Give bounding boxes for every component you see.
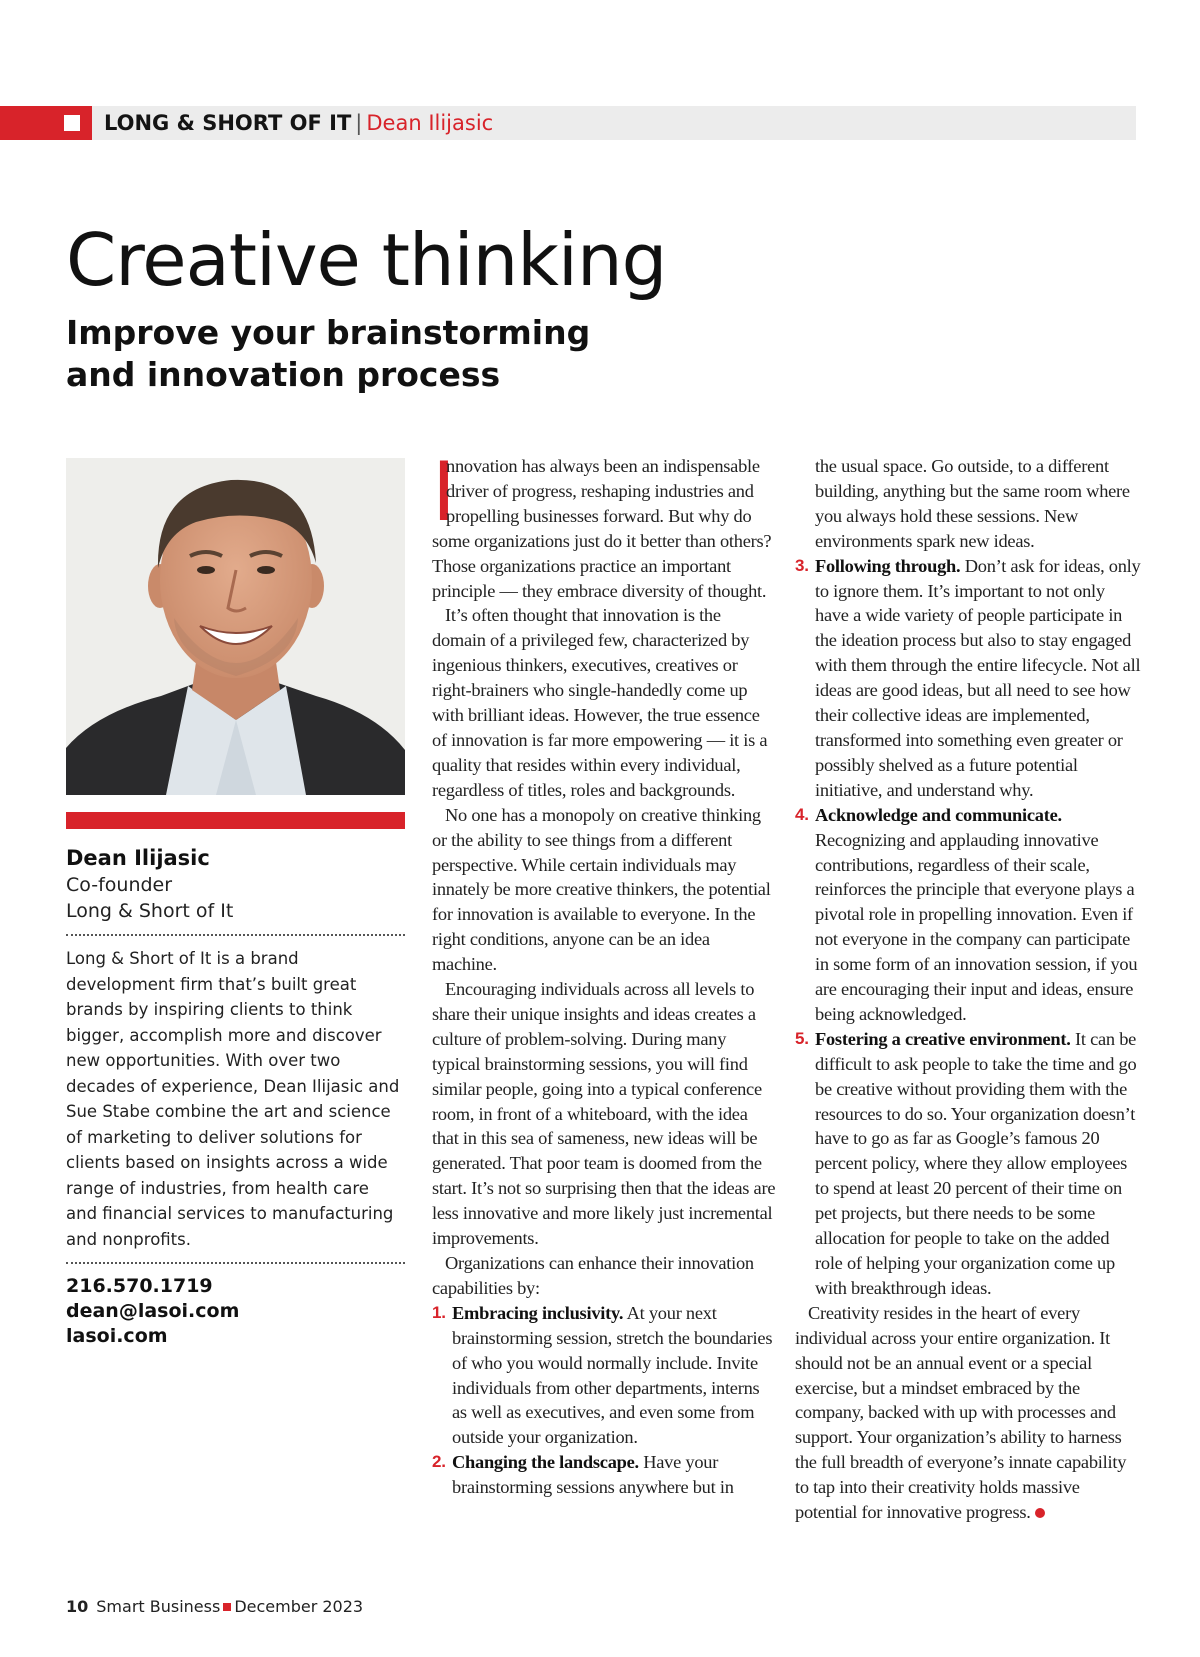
paragraph: Encouraging individuals across all levels to share their unique insights and ideas creates a culture of problem-solving. During many typical brainstorming sessions, you will find similar people, going into a typical conference room, in front of a whiteboard, with the idea that in this sea of sameness, new ideas will be generated. That poor team is doomed from the start. It’s not so surprising then that the ideas are less innovative and more likely just incremental improvements. [432, 979, 776, 1249]
list-body: It can be difficult to ask people to take the time and go be creative without providing them with the resources to do so. Your organization doesn’t have to go as far as Google’s famous 20 percent policy, where they allow employees to spend at least 20 percent of their time on pet projects, but there needs to be some allocation for people to take on the added role of helping your organization come up with breakthrough ideas. [815, 1028, 1137, 1298]
author-photo [66, 458, 405, 795]
list-body: Have your brainstorming sessions anywhere but in [452, 1452, 734, 1498]
article-column-1 [432, 443, 778, 1500]
issue-date: December 2023 [234, 1597, 364, 1616]
list-number: 3. [795, 555, 809, 575]
paragraph-intro-text: nnovation has always been an indispensable driver of progress, reshaping industries and propelling businesses forward. But why do some organizations just do it better than others? Those organizations practice an important principle — they embrace diversity of thought. [432, 456, 772, 601]
header-author: Dean Ilijasic [366, 111, 494, 135]
contact-website[interactable]: lasoi.com [66, 1325, 168, 1347]
bio-role-title: Co-founder [66, 874, 173, 896]
dotted-divider [66, 934, 405, 936]
author-portrait-illustration [66, 458, 405, 795]
paragraph-intro [432, 443, 778, 603]
header-red-block [0, 106, 92, 140]
bio-description: Long & Short of It is a brand development firm that’s built great brands by inspiring clients to think bigger, accomplish more and discover new opportunities. With over two decades of experience, Dean Ilijasic and Sue Stabe combine the art and science of marketing to deliver solutions for clients based on insights across a wide range of industries, from health care and financial services to manufacturing and nonprofits. [66, 949, 400, 1249]
dotted-divider [66, 1262, 405, 1264]
paragraph: It’s often thought that innovation is the domain of a privileged few, characterized by ingenious thinkers, executives, creatives or right-brainers who single-handedly come up with brilliant ideas. However, the true essence of innovation is far more empowering — it is a quality that resides within every individual, regardless of titles, roles and backgrounds. [432, 605, 768, 800]
contact-email[interactable]: dean@lasoi.com [66, 1300, 240, 1322]
list-number: 2. [432, 1452, 446, 1472]
publication-name: Smart Business [96, 1597, 221, 1616]
contact-phone: 216.570.1719 [66, 1275, 213, 1297]
list-number: 4. [795, 804, 809, 824]
paragraph: Organizations can enhance their innovation capabilities by: [432, 1253, 754, 1298]
header-separator: | [355, 111, 363, 135]
section-header [104, 106, 493, 140]
end-mark-icon [1035, 1508, 1045, 1518]
list-body: At your next brainstorming session, stretch the boundaries of who you would normally include. Invite individuals from other departments, interns as well as executives, and even some from outside your organization. [452, 1302, 773, 1448]
list-item [795, 803, 1141, 1027]
page-number: 10 [66, 1597, 89, 1616]
list-number: 5. [795, 1028, 809, 1048]
list-heading: Acknowledge and communicate. [815, 804, 1062, 825]
bio-role-company: Long & Short of It [66, 900, 234, 922]
section-header-bar [0, 106, 1136, 140]
closing-text: Creativity resides in the heart of every individual across your entire organization. It should not be an annual event or a special exercise, but a mindset embraced by the company, backed with up with processes and support. Your organization’s ability to harness the full breadth of everyone’s innate capability to tap into their creativity holds massive potential for innovative progress. [795, 1302, 1127, 1523]
page-footer [66, 1597, 363, 1617]
list-heading: Following through. [815, 555, 961, 576]
section-name: LONG & SHORT OF IT [104, 111, 352, 135]
list-item [795, 554, 1141, 803]
list-body: the usual space. Go outside, to a different building, anything but the same room where you always hold these sessions. New environments spark new ideas. [815, 456, 1130, 551]
drop-cap: I [432, 443, 456, 539]
list-number: 1. [432, 1302, 446, 1322]
list-body: Recognizing and applauding innovative contributions, regardless of their scale, reinforces the principle that everyone plays a pivotal role in propelling innovation. Even if not everyone in the company can participate in some form of an innovation session, if you are encouraging their input and ideas, ensure being acknowledged. [815, 829, 1138, 1024]
list-heading: Embracing inclusivity. [452, 1302, 624, 1323]
article-column-2 [795, 454, 1141, 1525]
article-subtitle [66, 312, 590, 396]
footer-square-icon [223, 1603, 231, 1611]
article-title: Creative thinking [66, 218, 667, 302]
subtitle-line-1: Improve your brainstorming [66, 313, 591, 352]
list-item [795, 1027, 1141, 1301]
header-square-icon [64, 115, 80, 131]
bio-name: Dean Ilijasic [66, 846, 210, 870]
list-heading: Changing the landscape. [452, 1452, 639, 1473]
list-item [432, 1450, 778, 1500]
list-item-continued [795, 454, 1141, 554]
list-heading: Fostering a creative environment. [815, 1028, 1071, 1049]
paragraph: No one has a monopoly on creative thinking or the ability to see things from a different perspective. While certain individuals may innately be more creative thinkers, the potential for innovation is available to everyone. In the right conditions, anyone can be an idea machine. [432, 804, 771, 975]
author-bio-box [66, 844, 405, 1349]
paragraph-closing [795, 1301, 1141, 1525]
list-body: Don’t ask for ideas, only to ignore them. It’s important to not only have a wide variety of people participate in the ideation process but also to stay engaged with them through the entire lifecycle. Not all ideas are good ideas, but all need to see how their collective ideas are implemented, transformed into something even greater or possibly shelved as a future potential initiative, and understand why. [815, 555, 1141, 800]
photo-red-rule [66, 812, 405, 829]
subtitle-line-2: and innovation process [66, 355, 501, 394]
list-item [432, 1301, 778, 1450]
